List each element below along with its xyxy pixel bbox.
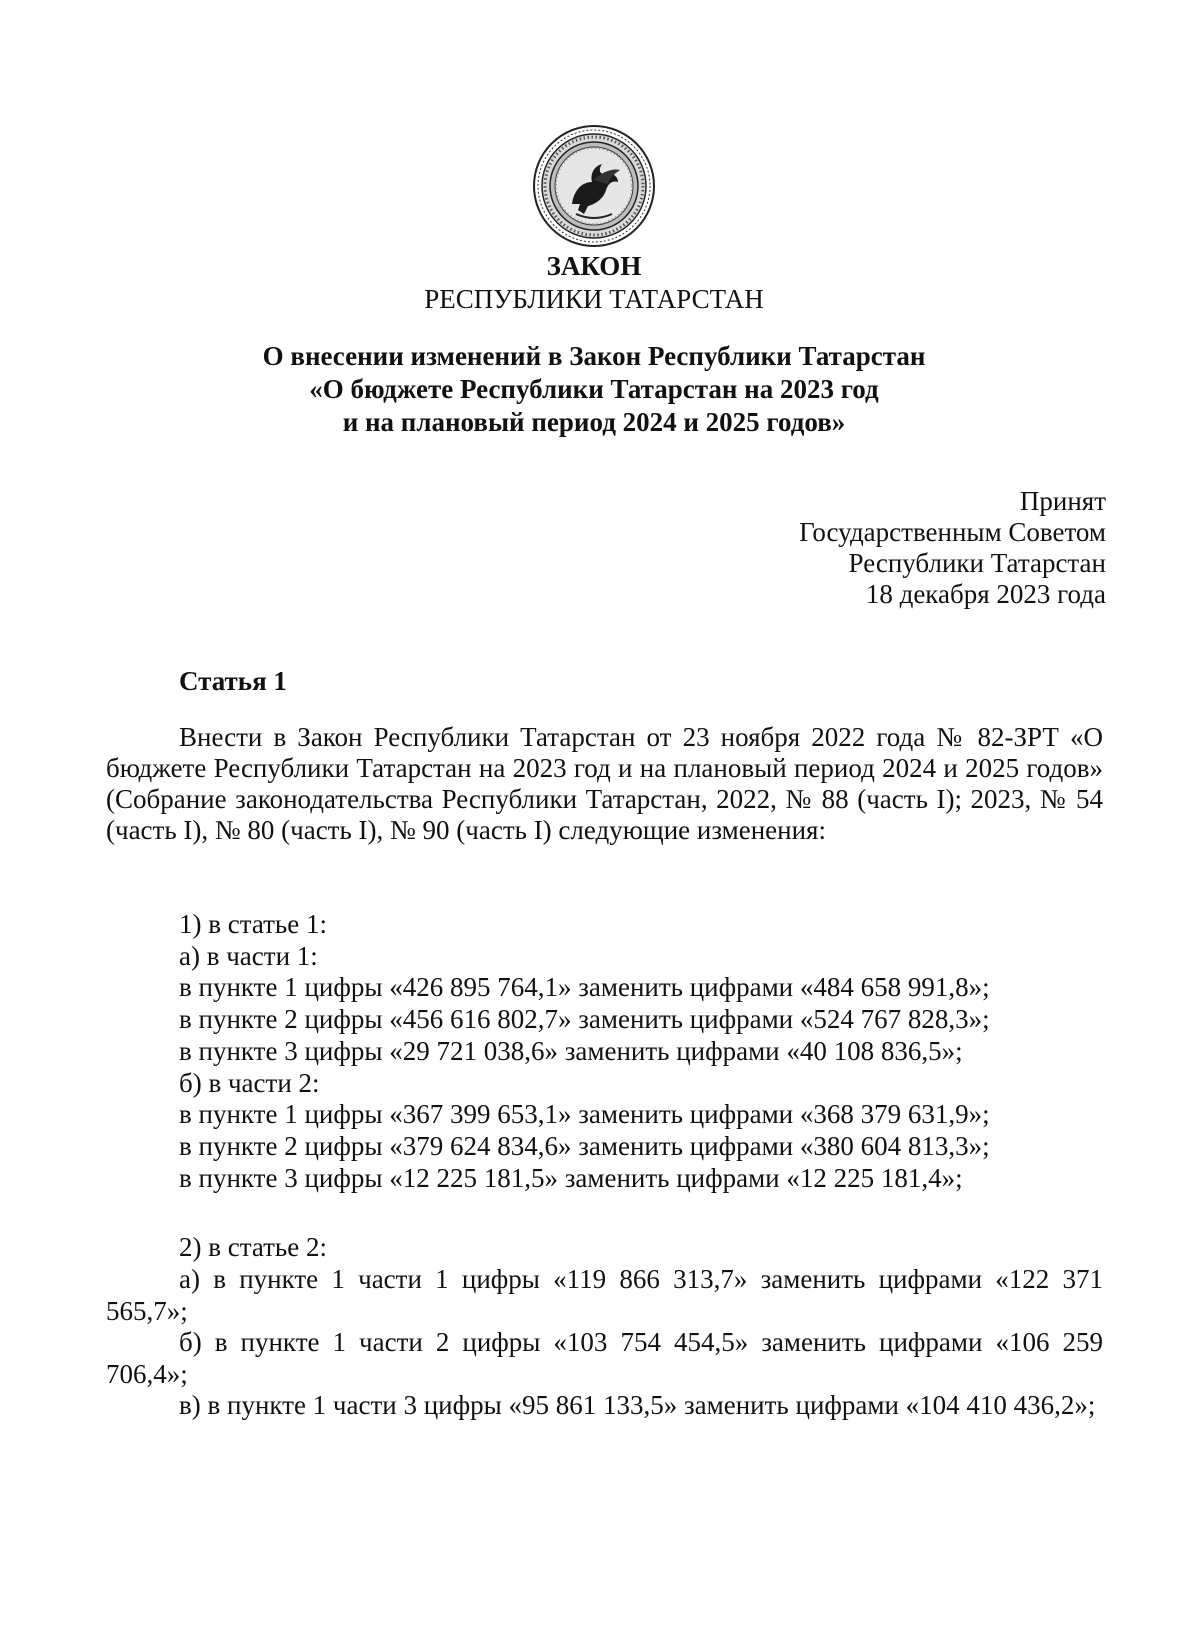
heading-line: и на плановый период 2024 и 2025 годов» (342, 407, 846, 437)
article-title: Статья 1 (179, 666, 287, 696)
law-subtitle: РЕСПУБЛИКИ ТАТАРСТАН (424, 284, 764, 314)
section1-list (179, 909, 990, 1194)
list-item: б) в части 2: (179, 1067, 320, 1098)
list-item: в пункте 3 цифры «29 721 038,6» заменить цифрами «40 108 836,5»; (179, 1035, 963, 1066)
list-item: в пункте 1 цифры «367 399 653,1» заменить цифрами «368 379 631,9»; (179, 1099, 990, 1130)
adoption-date: 18 декабря 2023 года (865, 579, 1106, 609)
list-item: б) в пункте 1 части 2 цифры «103 754 454,5» заменить цифрами «106 259 706,4»; (106, 1327, 1103, 1389)
tatarstan-emblem-icon (532, 124, 656, 248)
heading-line: О внесении изменений в Закон Республики Татарстан (262, 341, 926, 371)
law-title: ЗАКОН (546, 251, 642, 281)
heading-line: «О бюджете Республики Татарстан на 2023 год (309, 374, 879, 404)
list-item: в пункте 2 цифры «456 616 802,7» заменить цифрами «524 767 828,3»; (179, 1004, 990, 1035)
list-item: а) в пункте 1 части 1 цифры «119 866 313,7» заменить цифрами «122 371 565,7»; (106, 1264, 1103, 1326)
list-item: в пункте 1 цифры «426 895 764,1» заменить цифрами «484 658 991,8»; (179, 972, 990, 1003)
adoption-line: Принят (1019, 486, 1106, 516)
section2-intro: 2) в статье 2: (179, 1232, 327, 1262)
adoption-line: Государственным Советом (799, 517, 1106, 547)
adoption-block (799, 486, 1106, 610)
article-intro: Внести в Закон Республики Татарстан от 23 ноября 2022 года № 82-ЗРТ «О бюджете Республики Татарстан на 2023 год и на плановый период 2024 и 2025 годов» (Собрание законодательства Республики Татарстан, 2022, № 88 (часть I); 2023, № 54 (часть I), № 80 (часть I), № 90 (часть I) следующие изменения: (106, 722, 1103, 845)
list-item: в) в пункте 1 части 3 цифры «95 861 133,5» заменить цифрами «104 410 436,2»; (179, 1390, 1096, 1420)
list-item: в пункте 2 цифры «379 624 834,6» заменить цифрами «380 604 813,3»; (179, 1130, 990, 1161)
list-item: 1) в статье 1: (179, 909, 327, 939)
list-item: в пункте 3 цифры «12 225 181,5» заменить цифрами «12 225 181,4»; (179, 1162, 963, 1193)
section2-list (106, 1264, 1103, 1422)
adoption-line: Республики Татарстан (848, 548, 1106, 578)
list-item: а) в части 1: (179, 940, 318, 971)
law-heading (0, 340, 1188, 439)
